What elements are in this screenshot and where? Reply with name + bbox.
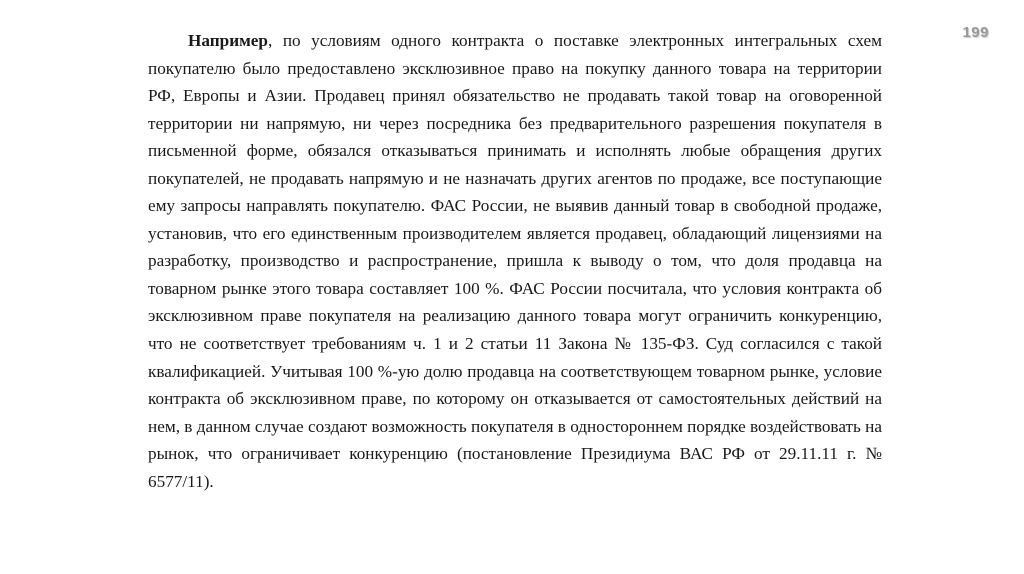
page-number: 199 (962, 24, 989, 41)
body-text: , по условиям одного контракта о поставке электронных интегральных схем покупателю было предоставлено эксклюзивное право на покупку данного товара на территории РФ, Европы и Азии. Продавец принял обязательство не продавать такой товар на оговоренной территории ни напрямую, ни через посредника без предварительного разрешения покупателя в письменной форме, обязался отказываться принимать и исполнять любые обращения других покупателей, не продавать напрямую и не назначать других агентов по продаже, все поступающие ему запросы направлять покупателю. ФАС России, не выявив данный товар в свободной продаже, установив, что его единственным производителем является продавец, обладающий лицензиями на разработку, производство и распространение, пришла к выводу о том, что доля продавца на товарном рынке этого товара составляет 100 %. ФАС России посчитала, что условия контракта об эксклюзивном праве покупателя на реализацию данного товара могут ограничить конкуренцию, что не соответствует требованиям ч. 1 и 2 статьи 11 Закона № 135-ФЗ. Суд согласился с такой квалификацией. Учитывая 100 %-ую долю продавца на соответствующем товарном рынке, условие контракта об эксклюзивном праве, по которому он отказывается от самостоятельных действий на нем, в данном случае создают возможность покупателя в одностороннем порядке воздействовать на рынок, что ограничивает конкуренцию (постановление Президиума ВАС РФ от 29.11.11 г. № 6577/11). (148, 31, 882, 491)
body-paragraph (148, 27, 882, 495)
lead-word: Например (188, 31, 268, 50)
